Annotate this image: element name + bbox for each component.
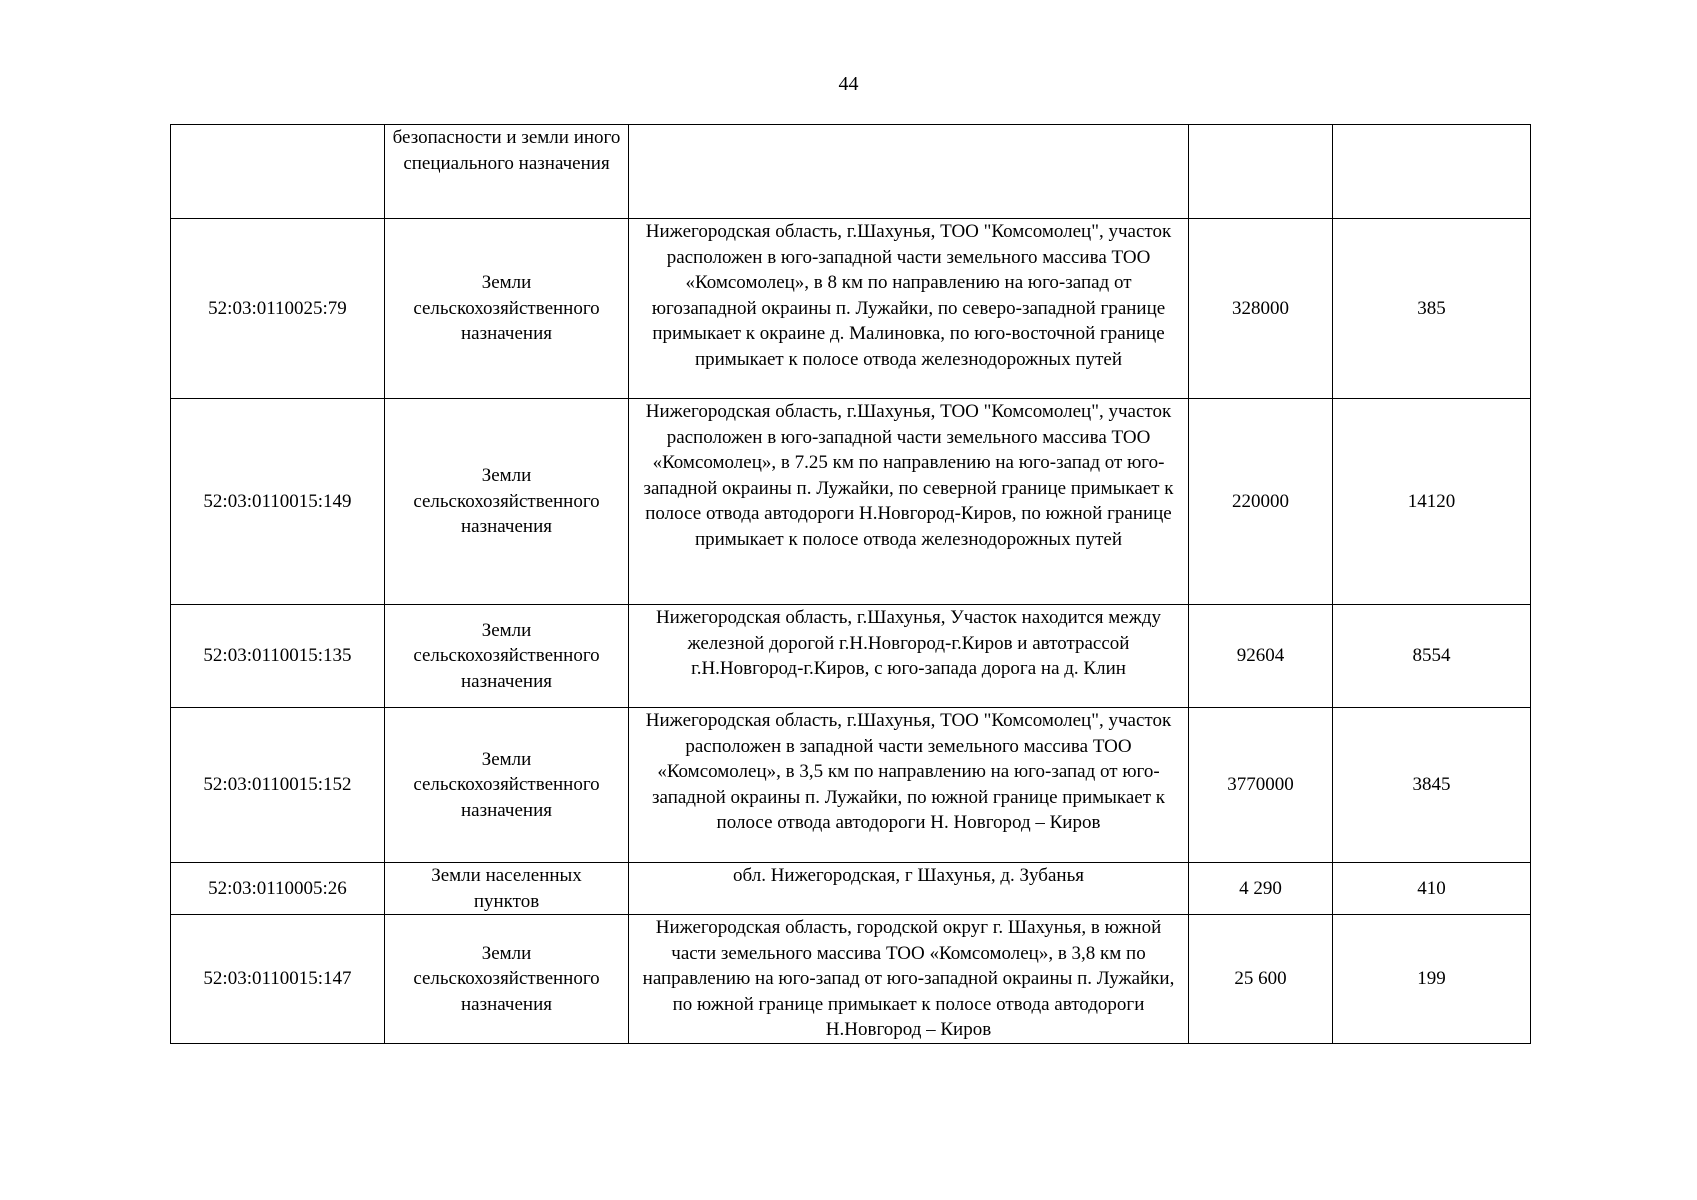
cadastral-number-cell: 52:03:0110015:152 (171, 708, 385, 863)
location-cell (629, 125, 1189, 219)
location-cell: Нижегородская область, г.Шахунья, ТОО "Комсомолец", участок расположен в юго-западной части земельного массива ТОО «Комсомолец», в 7.25 км по направлению на юго-запад от юго-западной окраины п. Лужайки, по северной границе примыкает к полосе отвода автодороги Н.Новгород-Киров, по южной границе примыкает к полосе отвода железнодорожных путей (629, 399, 1189, 605)
land-category-cell: безопасности и земли иного специального назначения (385, 125, 629, 219)
cadastral-value-cell: 14120 (1333, 399, 1531, 605)
cadastral-number-cell: 52:03:0110015:135 (171, 605, 385, 708)
cadastral-value-cell: 410 (1333, 863, 1531, 915)
cadastral-value-cell: 199 (1333, 915, 1531, 1044)
land-plots-table (170, 124, 1531, 1044)
cadastral-number-cell: 52:03:0110015:147 (171, 915, 385, 1044)
cadastral-value-cell: 385 (1333, 219, 1531, 399)
location-cell: обл. Нижегородская, г Шахунья, д. Зубанья (629, 863, 1189, 915)
location-cell: Нижегородская область, городской округ г. Шахунья, в южной части земельного массива ТОО «Комсомолец», в 3,8 км по направлению на юго-запад от юго-западной окраины п. Лужайки, по южной границе примыкает к полосе отвода автодороги Н.Новгород – Киров (629, 915, 1189, 1044)
cadastral-number-cell: 52:03:0110005:26 (171, 863, 385, 915)
land-category-cell: Земли сельскохозяйственного назначения (385, 708, 629, 863)
cadastral-value-cell (1333, 125, 1531, 219)
land-category-cell: Земли сельскохозяйственного назначения (385, 605, 629, 708)
table-row (171, 605, 1531, 708)
area-cell: 25 600 (1189, 915, 1333, 1044)
land-category-cell: Земли сельскохозяйственного назначения (385, 219, 629, 399)
area-cell: 3770000 (1189, 708, 1333, 863)
location-cell: Нижегородская область, г.Шахунья, Участок находится между железной дорогой г.Н.Новгород-г.Киров и автотрассой г.Н.Новгород-г.Киров, с юго-запада дорога на д. Клин (629, 605, 1189, 708)
table-row (171, 399, 1531, 605)
cadastral-number-cell: 52:03:0110015:149 (171, 399, 385, 605)
table-row (171, 219, 1531, 399)
table-row (171, 863, 1531, 915)
area-cell: 92604 (1189, 605, 1333, 708)
area-cell (1189, 125, 1333, 219)
table-row (171, 708, 1531, 863)
cadastral-value-cell: 3845 (1333, 708, 1531, 863)
table-row (171, 125, 1531, 219)
cadastral-value-cell: 8554 (1333, 605, 1531, 708)
location-cell: Нижегородская область, г.Шахунья, ТОО "Комсомолец", участок расположен в западной части земельного массива ТОО «Комсомолец», в 3,5 км по направлению на юго-запад от юго-западной окраины п. Лужайки, по южной границе примыкает к полосе отвода автодороги Н. Новгород – Киров (629, 708, 1189, 863)
area-cell: 220000 (1189, 399, 1333, 605)
location-cell: Нижегородская область, г.Шахунья, ТОО "Комсомолец", участок расположен в юго-западной части земельного массива ТОО «Комсомолец», в 8 км по направлению на юго-запад от югозападной окраины п. Лужайки, по северо-западной границе примыкает к окраине д. Малиновка, по юго-восточной границе примыкает к полосе отвода железнодорожных путей (629, 219, 1189, 399)
cadastral-number-cell (171, 125, 385, 219)
land-category-cell: Земли населенных пунктов (385, 863, 629, 915)
land-category-cell: Земли сельскохозяйственного назначения (385, 399, 629, 605)
area-cell: 328000 (1189, 219, 1333, 399)
page-number: 44 (838, 73, 859, 95)
table-row (171, 915, 1531, 1044)
area-cell: 4 290 (1189, 863, 1333, 915)
land-category-cell: Земли сельскохозяйственного назначения (385, 915, 629, 1044)
cadastral-number-cell: 52:03:0110025:79 (171, 219, 385, 399)
